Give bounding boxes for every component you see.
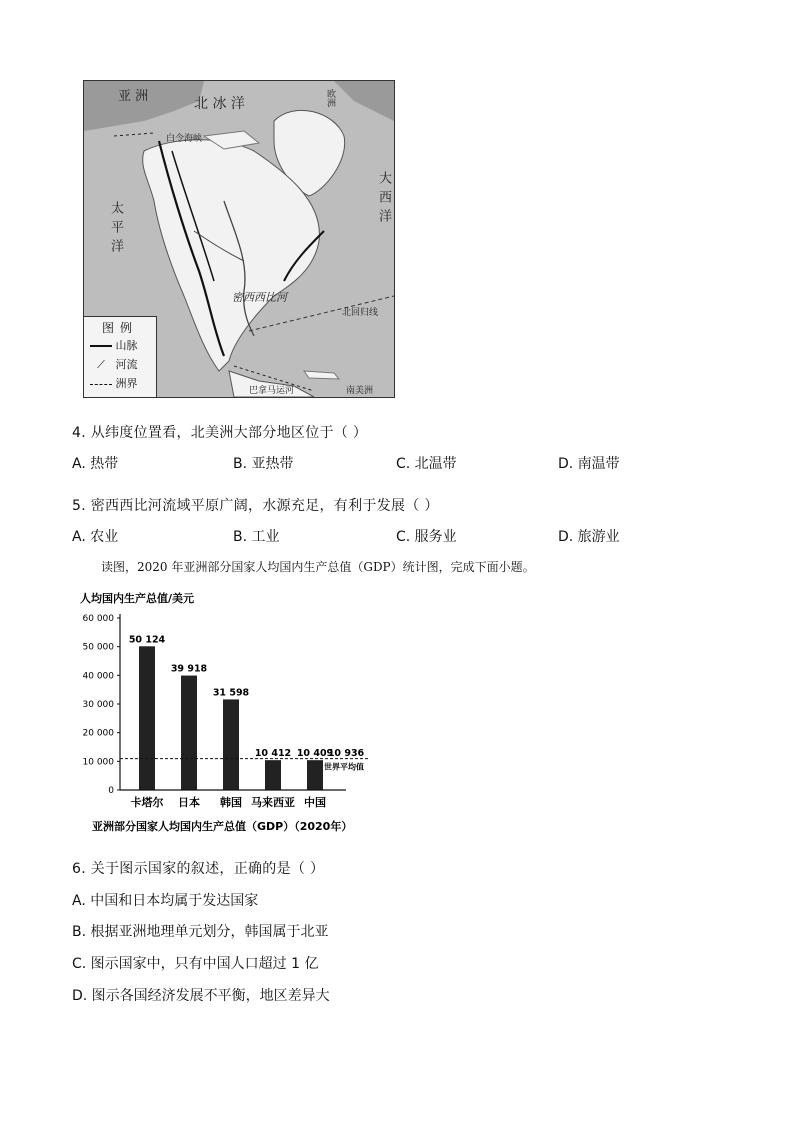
legend-title: 图例	[101, 321, 138, 335]
chart-y-axis-label: 人均国内生产总值/美元	[80, 592, 195, 605]
label-bering-strait: 白令海峡	[166, 134, 203, 144]
label-arctic-ocean: 北 冰 洋	[194, 96, 245, 112]
gdp-bar-chart	[78, 590, 378, 835]
chart-intro-text: 读图，2020 年亚洲部分国家人均国内生产总值（GDP）统计图，完成下面小题。	[101, 560, 535, 574]
river-line-icon: ⟋	[97, 358, 105, 371]
y-tick-label: 20 000	[82, 728, 114, 739]
bar-0	[139, 646, 155, 790]
label-atlantic-ocean: 大西洋	[376, 171, 391, 228]
category-label: 卡塔尔	[130, 796, 164, 809]
q5-option-d[interactable]: D. 旅游业	[558, 529, 620, 545]
legend-river: ⟋ 河流	[90, 356, 138, 372]
q4-option-d[interactable]: D. 南温带	[558, 456, 620, 472]
q6-option-c[interactable]: C. 图示国家中，只有中国人口超过 1 亿	[72, 956, 319, 972]
label-panama-canal: 巴拿马运河	[249, 386, 295, 396]
q4-option-c[interactable]: C. 北温带	[396, 456, 457, 472]
q6-option-d[interactable]: D. 图示各国经济发展不平衡，地区差异大	[72, 988, 330, 1004]
bar-1	[181, 676, 197, 790]
label-europe: 欧洲	[325, 89, 335, 107]
chart-title: 亚洲部分国家人均国内生产总值（GDP）（2020年）	[92, 820, 353, 833]
q5-option-c[interactable]: C. 服务业	[396, 529, 457, 545]
q6-option-b[interactable]: B. 根据亚洲地理单元划分，韩国属于北亚	[72, 924, 329, 940]
label-mississippi-river: 密西西比河	[232, 291, 287, 304]
y-tick-label: 50 000	[82, 642, 114, 653]
question-4-stem: 4. 从纬度位置看，北美洲大部分地区位于（ ）	[72, 425, 368, 441]
y-tick-label: 0	[108, 786, 114, 796]
mountain-line-icon	[90, 345, 112, 347]
label-pacific-ocean: 太平洋	[108, 201, 123, 258]
category-label: 韩国	[220, 796, 242, 809]
question-6-stem: 6. 关于图示国家的叙述，正确的是（ ）	[72, 861, 325, 877]
question-5-stem: 5. 密西西比河流域平原广阔，水源充足，有利于发展（ ）	[72, 498, 439, 514]
bar-3	[265, 760, 281, 790]
q5-option-a[interactable]: A. 农业	[72, 529, 119, 545]
map-legend	[84, 316, 157, 397]
category-label: 中国	[304, 796, 326, 809]
category-label: 日本	[178, 796, 200, 809]
label-tropic-of-cancer: 北回归线	[342, 308, 379, 318]
bar-2	[223, 699, 239, 790]
legend-mountain: 山脉	[90, 337, 138, 353]
q4-option-a[interactable]: A. 热带	[72, 456, 119, 472]
label-asia: 亚 洲	[118, 89, 149, 104]
world-average-label: 世界平均值	[324, 762, 364, 772]
chart-svg	[78, 590, 378, 835]
bar-value-label: 10 409	[296, 748, 334, 760]
bar-value-label: 50 124	[128, 634, 166, 646]
y-tick-label: 60 000	[82, 614, 114, 624]
q4-option-b[interactable]: B. 亚热带	[233, 456, 294, 472]
y-tick-label: 40 000	[82, 671, 114, 682]
category-label: 马来西亚	[251, 796, 295, 809]
bar-value-label: 10 412	[254, 748, 292, 760]
bar-value-label: 39 918	[170, 663, 208, 675]
label-south-america: 南美洲	[346, 386, 374, 396]
bar-4	[307, 760, 323, 790]
boundary-line-icon	[90, 384, 112, 385]
y-tick-label: 30 000	[82, 700, 114, 710]
q5-option-b[interactable]: B. 工业	[233, 529, 280, 545]
world-average-value: 10 936	[327, 748, 365, 760]
y-tick-label: 10 000	[82, 757, 114, 768]
north-america-map	[83, 80, 395, 398]
q6-option-a[interactable]: A. 中国和日本均属于发达国家	[72, 893, 259, 909]
legend-boundary: 洲界	[90, 375, 138, 391]
bar-value-label: 31 598	[212, 687, 250, 699]
